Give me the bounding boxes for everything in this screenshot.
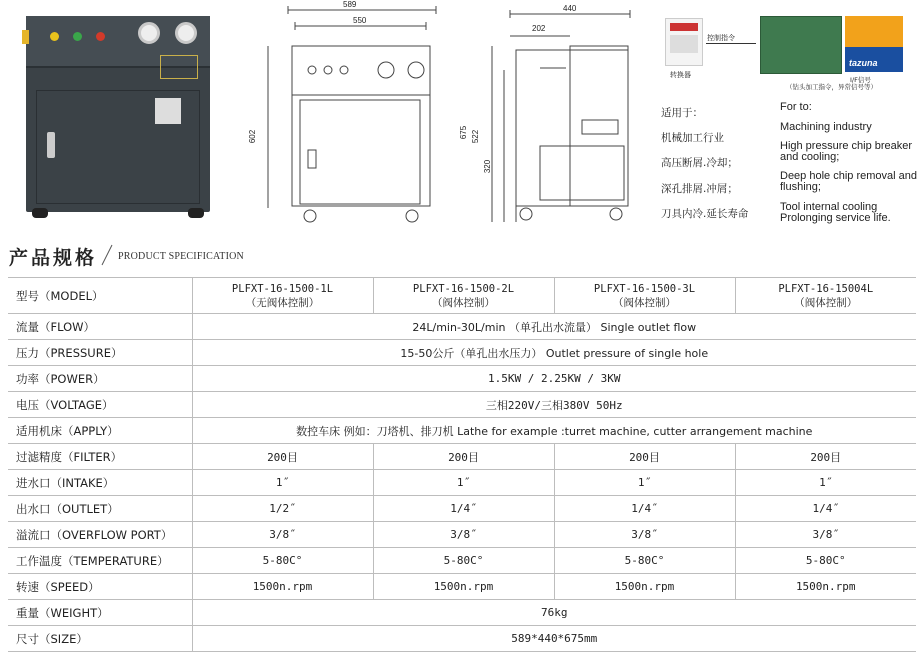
- warning-label: [155, 98, 181, 124]
- row-label: 重量（WEIGHT）: [8, 600, 192, 626]
- power-value: 1.5KW / 2.25KW / 3KW: [192, 366, 916, 392]
- signal-arrow: [706, 43, 756, 44]
- pressure-value: 15-50公斤（单孔出水压力） Outlet pressure of single hole: [192, 340, 916, 366]
- filter-cell: 200目: [735, 444, 916, 470]
- brand-plate: [160, 55, 198, 79]
- overflow-cell: 3/8˝: [373, 522, 554, 548]
- section-subtitle: PRODUCT SPECIFICATION: [118, 251, 244, 262]
- outlet-cell: 1/4˝: [735, 496, 916, 522]
- table-row: [8, 418, 916, 444]
- slash-divider: [100, 244, 114, 266]
- apply-cn-item: 机械加工行业: [661, 132, 724, 144]
- converter-label: 转换器: [670, 71, 691, 79]
- pressure-gauge-icon: [175, 22, 197, 44]
- row-label: 工作温度（TEMPERATURE）: [8, 548, 192, 574]
- apply-en-item: Machining industry: [780, 121, 872, 133]
- dim-front-width: 589: [343, 0, 357, 9]
- overflow-cell: 3/8˝: [554, 522, 735, 548]
- io-note: （钻头加工指令，异常信号等）: [786, 83, 877, 91]
- dim-front-height: 602: [248, 129, 258, 144]
- table-row: [8, 314, 916, 340]
- row-label: 流量（FLOW）: [8, 314, 192, 340]
- outlet-cell: 1/4˝: [373, 496, 554, 522]
- apply-en-item: Tool internal cooling Prolonging service life.: [780, 201, 891, 224]
- filter-cell: 200目: [373, 444, 554, 470]
- converter-device: [665, 18, 703, 66]
- dim-side-height: 675: [459, 125, 469, 140]
- table-row: [8, 600, 916, 626]
- table-row: [8, 340, 916, 366]
- dim-side-top: 202: [532, 24, 546, 33]
- apply-cn-item: 高压断屑.冷却；: [661, 157, 738, 169]
- temperature-cell: 5-80C°: [373, 548, 554, 574]
- row-label: 转速（SPEED）: [8, 574, 192, 600]
- overflow-cell: 3/8˝: [192, 522, 373, 548]
- row-label: 尺寸（SIZE）: [8, 626, 192, 652]
- apply-cn-heading: 适用于：: [661, 107, 703, 119]
- voltage-value: 三相220V/三相380V 50Hz: [192, 392, 916, 418]
- model-cell: PLFXT-16-15004L （阀体控制）: [735, 278, 916, 314]
- temperature-cell: 5-80C°: [735, 548, 916, 574]
- apply-en-item: High pressure chip breaker and cooling;: [780, 140, 913, 163]
- table-row: [8, 574, 916, 600]
- table-row: [8, 496, 916, 522]
- apply-en-heading: For to:: [780, 101, 812, 113]
- row-label: 压力（PRESSURE）: [8, 340, 192, 366]
- temperature-cell: 5-80C°: [192, 548, 373, 574]
- intake-cell: 1˝: [192, 470, 373, 496]
- dim-front-inner-width: 550: [353, 16, 367, 25]
- front-view-drawing: [240, 0, 460, 232]
- signal-label: 控制指令: [707, 34, 735, 42]
- intake-cell: 1˝: [373, 470, 554, 496]
- apply-value: 数控车床 例如：刀塔机、排刀机 Lathe for example :turret machine, cutter arrangement machine: [192, 418, 916, 444]
- row-label: 适用机床（APPLY）: [8, 418, 192, 444]
- filter-cell: 200目: [554, 444, 735, 470]
- outlet-cell: 1/2˝: [192, 496, 373, 522]
- speed-cell: 1500n.rpm: [735, 574, 916, 600]
- weight-value: 76kg: [192, 600, 916, 626]
- caster-wheel: [32, 208, 48, 218]
- door-handle: [47, 132, 55, 158]
- dim-side-inner1: 522: [471, 129, 481, 144]
- filter-cell: 200目: [192, 444, 373, 470]
- table-row: [8, 366, 916, 392]
- pressure-gauge-icon: [138, 22, 160, 44]
- flow-value: 24L/min-30L/min （单孔出水流量） Single outlet flow: [192, 314, 916, 340]
- table-row: [8, 278, 916, 314]
- dim-side-width: 440: [563, 4, 577, 13]
- intake-cell: 1˝: [554, 470, 735, 496]
- apply-cn-item: 刀具内冷.延长寿命: [661, 208, 749, 220]
- model-cell: PLFXT-16-1500-2L （阀体控制）: [373, 278, 554, 314]
- row-label: 出水口（OUTLET）: [8, 496, 192, 522]
- table-row: [8, 470, 916, 496]
- circuit-board: [760, 16, 842, 74]
- caster-wheel: [188, 208, 204, 218]
- brand-logo: tazuna: [845, 16, 903, 72]
- model-cell: PLFXT-16-1500-1L （无阀体控制）: [192, 278, 373, 314]
- side-valve: [22, 30, 29, 44]
- stop-button: [96, 32, 105, 41]
- side-view-drawing: [470, 0, 640, 232]
- start-button: [73, 32, 82, 41]
- apply-en-item: Deep hole chip removal and flushing;: [780, 170, 917, 193]
- row-label: 溢流口（OVERFLOW PORT）: [8, 522, 192, 548]
- spec-table: [8, 277, 916, 652]
- overflow-cell: 3/8˝: [735, 522, 916, 548]
- row-label: 过滤精度（FILTER）: [8, 444, 192, 470]
- io-label: I/F信号: [850, 76, 871, 84]
- row-label: 电压（VOLTAGE）: [8, 392, 192, 418]
- table-row: [8, 626, 916, 652]
- row-label: 进水口（INTAKE）: [8, 470, 192, 496]
- table-row: [8, 548, 916, 574]
- table-row: [8, 444, 916, 470]
- speed-cell: 1500n.rpm: [373, 574, 554, 600]
- table-row: [8, 522, 916, 548]
- row-label: 功率（POWER）: [8, 366, 192, 392]
- temperature-cell: 5-80C°: [554, 548, 735, 574]
- section-title: 产品规格: [9, 247, 98, 269]
- dim-side-inner2: 320: [483, 159, 493, 174]
- model-cell: PLFXT-16-1500-3L （阀体控制）: [554, 278, 735, 314]
- speed-cell: 1500n.rpm: [554, 574, 735, 600]
- apply-cn-item: 深孔排屑.冲屑；: [661, 183, 738, 195]
- size-value: 589*440*675mm: [192, 626, 916, 652]
- indicator-light: [50, 32, 59, 41]
- intake-cell: 1˝: [735, 470, 916, 496]
- speed-cell: 1500n.rpm: [192, 574, 373, 600]
- row-label: 型号（MODEL）: [8, 278, 192, 314]
- outlet-cell: 1/4˝: [554, 496, 735, 522]
- table-row: [8, 392, 916, 418]
